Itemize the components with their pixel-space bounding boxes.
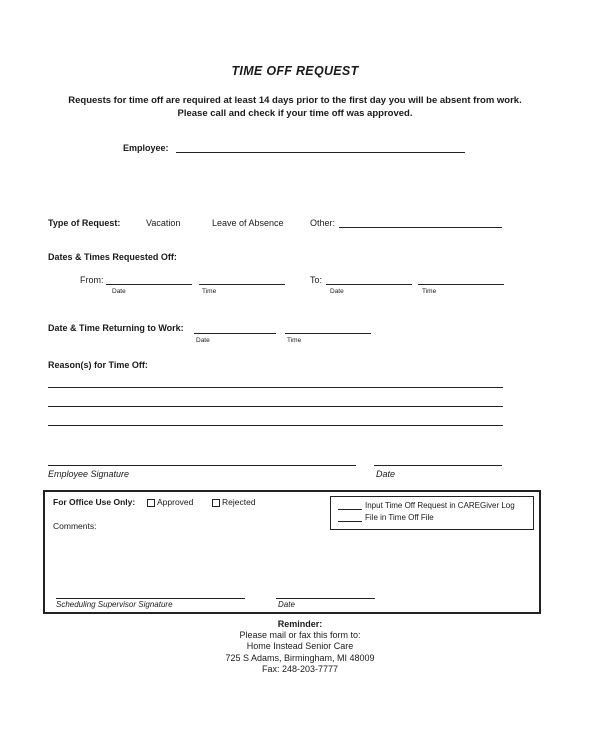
reason-line-1[interactable]: [48, 387, 503, 388]
footer-line-3: 725 S Adams, Birmingham, MI 48009: [225, 653, 375, 663]
approved-checkbox[interactable]: [147, 499, 155, 507]
return-date-field[interactable]: [194, 333, 276, 334]
return-time-field[interactable]: [285, 333, 371, 334]
from-time-field[interactable]: [199, 284, 285, 285]
task1-checkline[interactable]: [338, 509, 362, 510]
employee-signature-caption: Employee Signature: [48, 469, 130, 479]
rejected-label: Rejected: [222, 497, 256, 507]
leave-of-absence-option[interactable]: Leave of Absence: [212, 218, 284, 228]
from-date-field[interactable]: [106, 284, 192, 285]
supervisor-date-caption: Date: [278, 600, 295, 609]
employee-date-caption: Date: [376, 469, 396, 479]
supervisor-date-line[interactable]: [276, 598, 375, 599]
footer-line-1: Please mail or fax this form to:: [239, 630, 361, 640]
type-of-request-label: Type of Request:: [48, 218, 121, 228]
reasons-label: Reason(s) for Time Off:: [48, 360, 148, 370]
form-title: TIME OFF REQUEST: [231, 64, 359, 78]
office-use-label: For Office Use Only:: [53, 497, 136, 507]
employee-field[interactable]: [176, 152, 465, 153]
to-time-field[interactable]: [418, 284, 504, 285]
task2-label: File in Time Off File: [365, 513, 434, 522]
other-field[interactable]: [339, 227, 502, 228]
from-time-caption: Time: [202, 288, 217, 295]
dates-times-label: Dates & Times Requested Off:: [48, 252, 177, 262]
task2-checkline[interactable]: [338, 521, 362, 522]
reason-line-2[interactable]: [48, 406, 503, 407]
intro-line-1: Requests for time off are required at least 14 days prior to the first day you will be absent from work.: [68, 95, 522, 106]
to-date-caption: Date: [330, 288, 344, 295]
from-label: From:: [80, 275, 104, 285]
approved-label: Approved: [157, 497, 194, 507]
intro-line-2: Please call and check if your time off was approved.: [177, 108, 413, 119]
employee-label: Employee:: [123, 143, 169, 153]
other-option[interactable]: Other:: [310, 218, 336, 228]
task1-label: Input Time Off Request in CAREGiver Log: [365, 501, 515, 510]
reminder-heading: Reminder:: [277, 619, 323, 629]
reason-line-3[interactable]: [48, 425, 503, 426]
comments-label: Comments:: [53, 521, 97, 531]
return-date-caption: Date: [196, 337, 210, 344]
supervisor-signature-caption: Scheduling Supervisor Signature: [56, 600, 173, 609]
employee-date-line[interactable]: [374, 465, 502, 466]
to-time-caption: Time: [422, 288, 437, 295]
return-label: Date & Time Returning to Work:: [48, 323, 184, 333]
employee-signature-line[interactable]: [48, 465, 356, 466]
to-label: To:: [310, 275, 323, 285]
rejected-checkbox[interactable]: [212, 499, 220, 507]
to-date-field[interactable]: [326, 284, 412, 285]
footer-line-4: Fax: 248-203-7777: [261, 664, 339, 674]
supervisor-signature-line[interactable]: [56, 598, 245, 599]
return-time-caption: Time: [287, 337, 302, 344]
vacation-option[interactable]: Vacation: [146, 218, 181, 228]
from-date-caption: Date: [112, 288, 126, 295]
footer-line-2: Home Instead Senior Care: [246, 641, 354, 651]
